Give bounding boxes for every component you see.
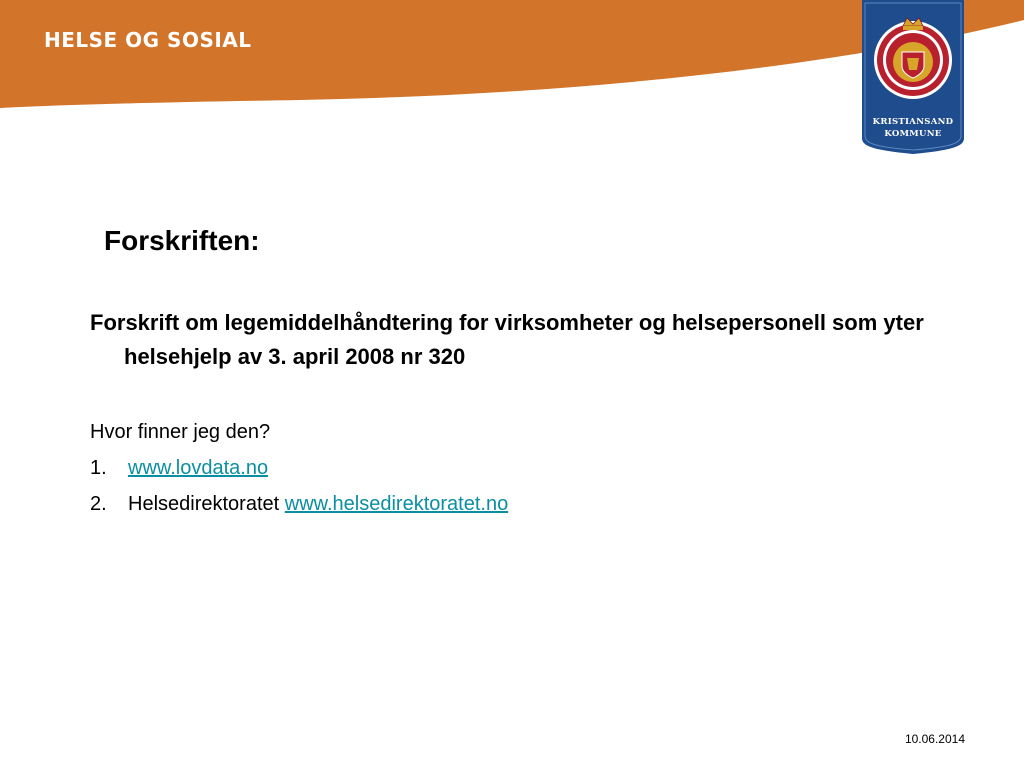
logo-name-line1: KRISTIANSAND bbox=[872, 117, 954, 127]
list-number: 2. bbox=[90, 493, 107, 515]
logo-name-line2: KOMMUNE bbox=[884, 129, 942, 139]
department-title: HELSE OG SOSIAL bbox=[44, 28, 252, 52]
list-number: 1. bbox=[90, 457, 107, 479]
footer-date: 10.06.2014 bbox=[904, 732, 965, 746]
helsedirektoratet-link[interactable]: www.helsedirektoratet.no bbox=[284, 493, 509, 515]
slide-body bbox=[90, 306, 940, 522]
slide-title: Forskriften: bbox=[104, 225, 260, 256]
question-text: Hvor finner jeg den? bbox=[90, 421, 271, 443]
lovdata-link[interactable]: www.lovdata.no bbox=[128, 457, 269, 479]
list-item-lovdata bbox=[90, 450, 940, 486]
list-item-prefix: Helsedirektoratet bbox=[128, 493, 285, 515]
regulation-text: Forskrift om legemiddelhåndtering for virksomheter og helsepersonell som yter helsehjelp av 3. april 2008 nr 320 bbox=[90, 310, 924, 369]
list-item-helsedirektoratet bbox=[90, 486, 940, 522]
